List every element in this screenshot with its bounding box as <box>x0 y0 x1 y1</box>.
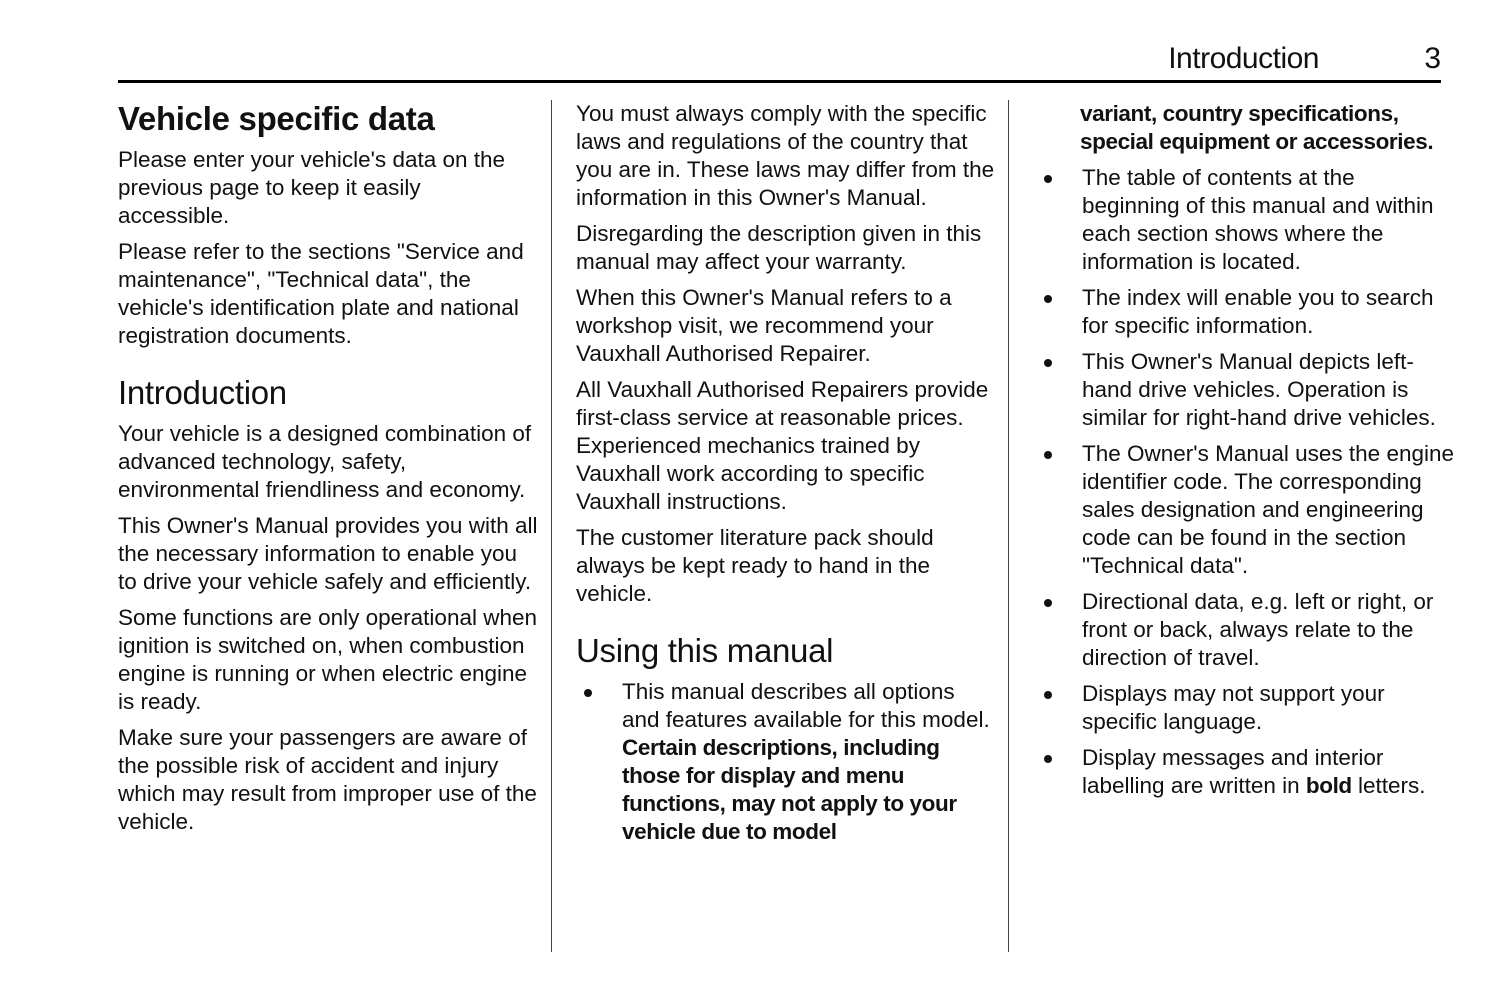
column-middle <box>576 100 996 854</box>
paragraph: Please enter your vehicle's data on the previous page to keep it easily accessible. <box>118 147 506 228</box>
list-item-text: The table of contents at the beginning of this manual and within each section shows where the information is located. <box>1082 165 1434 274</box>
bullet-icon <box>1044 359 1052 367</box>
paragraph: You must always comply with the specific laws and regulations of the country that you are in. These laws may differ from the information in this Owner's Manual. <box>576 101 995 210</box>
column-divider <box>1008 100 1009 952</box>
list-item <box>1036 164 1456 276</box>
list-item-text: letters. <box>1351 773 1426 798</box>
page-header <box>118 40 1441 83</box>
list-item-bold-text: Certain descriptions, including those for display and menu functions, may not apply to your vehicle due to model <box>622 735 957 844</box>
list-item-text: The Owner's Manual uses the engine identifier code. The corresponding sales designation and engineering code can be found in the section "Technical data". <box>1082 441 1455 578</box>
column-left <box>118 100 538 844</box>
column-divider <box>551 100 552 952</box>
heading-introduction: Introduction <box>118 374 287 411</box>
list-item-text: Display messages and interior labelling are written in <box>1082 745 1384 798</box>
paragraph: Your vehicle is a designed combination of advanced technology, safety, environmental friendliness and economy. <box>118 421 532 502</box>
heading-vehicle-specific-data: Vehicle specific data <box>118 100 435 137</box>
list-item <box>1036 744 1456 800</box>
list-item <box>1036 348 1456 432</box>
paragraph: Disregarding the description given in this manual may affect your warranty. <box>576 221 982 274</box>
list-item <box>1036 680 1456 736</box>
bullet-icon <box>1044 691 1052 699</box>
bullet-list <box>1036 164 1456 800</box>
list-item-text: Displays may not support your specific language. <box>1082 681 1385 734</box>
bullet-icon <box>1044 755 1052 763</box>
paragraph: When this Owner's Manual refers to a workshop visit, we recommend your Vauxhall Authorised Repairer. <box>576 285 952 366</box>
bullet-icon <box>1044 295 1052 303</box>
list-item-bold-text: bold <box>1305 773 1352 798</box>
page-number: 3 <box>1424 42 1441 75</box>
paragraph: This Owner's Manual provides you with all the necessary information to enable you to drive your vehicle safely and efficiently. <box>118 513 538 594</box>
paragraph: Some functions are only operational when ignition is switched on, when combustion engine is running or when electric engine is ready. <box>118 605 538 714</box>
bullet-icon <box>584 689 592 697</box>
list-item-text: This Owner's Manual depicts left-hand drive vehicles. Operation is similar for right-hand drive vehicles. <box>1082 349 1436 430</box>
bullet-list <box>576 678 996 846</box>
bullet-icon <box>1044 175 1052 183</box>
bullet-icon <box>1044 451 1052 459</box>
heading-using-this-manual: Using this manual <box>576 632 834 669</box>
paragraph: Please refer to the sections "Service and maintenance", "Technical data", the vehicle's identification plate and national registration documents. <box>118 239 524 348</box>
list-item-text: This manual describes all options and features available for this model. <box>622 679 990 732</box>
section-title: Introduction <box>1168 42 1319 75</box>
list-item <box>1036 588 1456 672</box>
list-item <box>576 678 996 846</box>
list-item-text: The index will enable you to search for specific information. <box>1082 285 1434 338</box>
list-item <box>1036 440 1456 580</box>
list-item-text: Directional data, e.g. left or right, or front or back, always relate to the direction of travel. <box>1082 589 1434 670</box>
list-item-continuation: variant, country specifications, special equipment or accessories. <box>1080 101 1434 154</box>
column-right <box>1036 100 1456 808</box>
bullet-icon <box>1044 599 1052 607</box>
list-item <box>1036 284 1456 340</box>
paragraph: Make sure your passengers are aware of the possible risk of accident and injury which may result from improper use of the vehicle. <box>118 725 537 834</box>
paragraph: All Vauxhall Authorised Repairers provide first-class service at reasonable prices. Experienced mechanics trained by Vauxhall work according to specific Vauxhall instructions. <box>576 377 989 514</box>
paragraph: The customer literature pack should always be kept ready to hand in the vehicle. <box>576 525 934 606</box>
